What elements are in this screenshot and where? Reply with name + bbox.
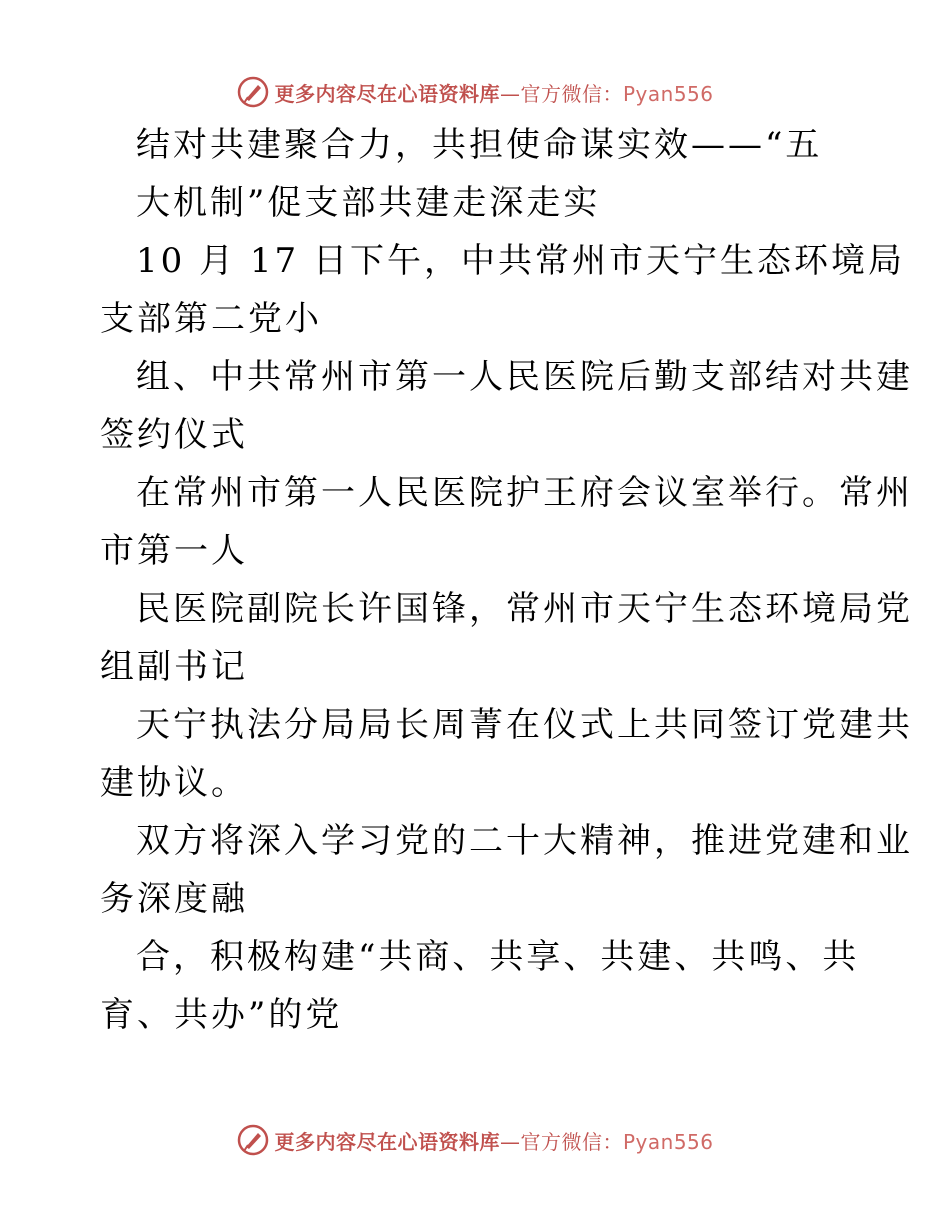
- paragraph-line: 组、中共常州市第一人民医院后勤支部结对共建: [136, 357, 913, 397]
- document-body: [100, 116, 913, 1044]
- paragraph-line: 市第一人: [100, 531, 248, 571]
- paragraph-line: 10 月 17 日下午，中共常州市天宁生态环境局: [136, 241, 905, 281]
- paragraph-line: 务深度融: [100, 879, 248, 919]
- paragraph-line: 支部第二党小: [100, 299, 322, 339]
- title-line-1: 结对共建聚合力，共担使命谋实效——“五: [136, 125, 823, 165]
- paragraph-line: 天宁执法分局局长周菁在仪式上共同签订党建共: [136, 705, 913, 745]
- paragraph-line: 组副书记: [100, 647, 248, 687]
- watermark-brand: 更多内容尽在心语资料库: [274, 1129, 500, 1154]
- title-line-2: 大机制”促支部共建走深走实: [136, 183, 601, 223]
- paragraph-line: 双方将深入学习党的二十大精神，推进党建和业: [136, 821, 913, 861]
- paragraph-line: 在常州市第一人民医院护王府会议室举行。常州: [136, 473, 913, 513]
- watermark-brand: 更多内容尽在心语资料库: [274, 81, 500, 106]
- paragraph-line: 民医院副院长许国锋，常州市天宁生态环境局党: [136, 589, 913, 629]
- footer-watermark: [0, 1120, 950, 1160]
- header-watermark: [0, 72, 950, 112]
- paragraph-line: 育、共办”的党: [100, 995, 343, 1035]
- paragraph-line: 签约仪式: [100, 415, 248, 455]
- watermark-text: [274, 78, 713, 107]
- watermark-separator: —: [499, 81, 521, 106]
- watermark-wechat-id: Pyan556: [622, 81, 714, 106]
- watermark-wechat-label: 官方微信：: [520, 1129, 623, 1154]
- pen-nib-logo-icon: [236, 75, 270, 109]
- watermark-wechat-id: Pyan556: [622, 1129, 714, 1154]
- pen-nib-logo-icon: [236, 1123, 270, 1157]
- paragraph-line: 建协议。: [100, 763, 248, 803]
- watermark-text: [274, 1126, 713, 1155]
- watermark-separator: —: [499, 1129, 521, 1154]
- watermark-wechat-label: 官方微信：: [520, 81, 623, 106]
- paragraph-line: 合，积极构建“共商、共享、共建、共鸣、共: [136, 937, 860, 977]
